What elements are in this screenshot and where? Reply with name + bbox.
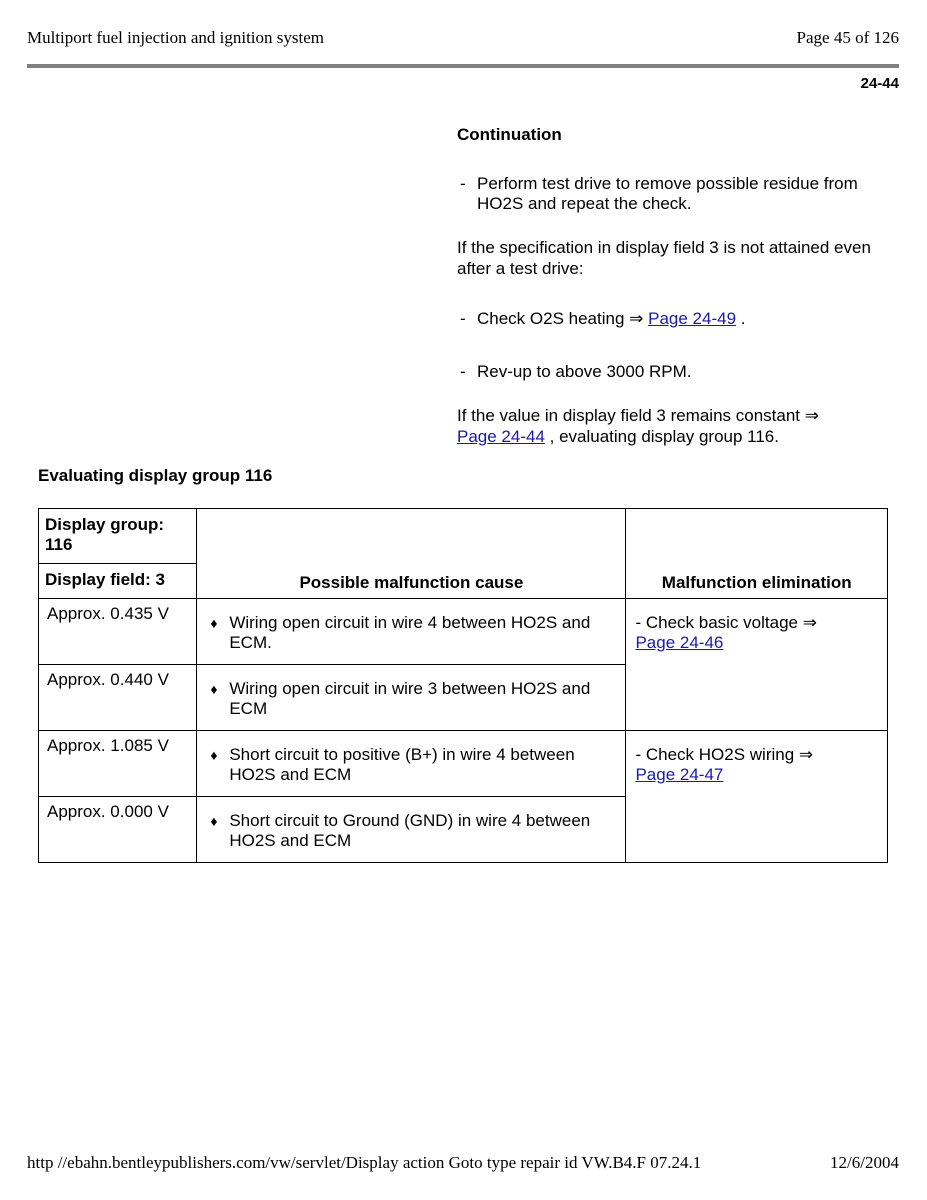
diamond-bullet-icon: ♦ [210,747,218,763]
diamond-bullet-icon: ♦ [210,813,218,829]
elimination-cell [626,599,888,731]
step-check-heating [460,309,880,329]
constant-value-suffix: , evaluating display group 116. [549,427,779,446]
link-page-24-47[interactable]: Page 24-47 [635,765,724,784]
value-cell: Approx. 1.085 V [39,731,197,797]
table-row [39,731,888,797]
section-page-number: 24-44 [860,75,899,92]
constant-value-paragraph [457,405,877,447]
elimination-cell [626,731,888,863]
evaluation-table [38,508,888,863]
footer-url: http //ebahn.bentleypublishers.com/vw/servlet/Display action Goto type repair id VW.B4.F 07.24.1 [27,1153,702,1172]
step-check-heating-label: Check O2S heating ⇒ [477,309,644,328]
dash-marker: - [460,362,466,381]
value-cell: Approx. 0.440 V [39,665,197,731]
continuation-heading: Continuation [457,125,562,144]
elimination-text: - Check HO2S wiring ⇒ [635,745,814,764]
step-check-heating-suffix: . [740,309,746,328]
header-malfunction-elimination: Malfunction elimination [626,509,888,599]
spec-paragraph: If the specification in display field 3 is not attained even after a test drive: [457,238,871,278]
step-check-heating-text [477,309,880,329]
table-row [39,599,888,665]
footer-date: 12/6/2004 [830,1153,899,1172]
step-test-drive-text: Perform test drive to remove possible residue from HO2S and repeat the check. [477,174,858,213]
cause-cell [197,731,626,797]
value-cell: Approx. 0.435 V [39,599,197,665]
header-display-group: Display group: 116 [39,509,197,564]
link-page-24-46[interactable]: Page 24-46 [635,633,724,652]
page-indicator: Page 45 of 126 [796,28,899,47]
dash-marker: - [460,309,466,328]
cause-text: Short circuit to Ground (GND) in wire 4 between HO2S and ECM [229,811,591,850]
cause-cell [197,599,626,665]
section-title: Evaluating display group 116 [38,466,273,485]
cause-cell [197,797,626,863]
document-title: Multiport fuel injection and ignition system [27,28,324,47]
link-page-24-49[interactable]: Page 24-49 [648,309,737,328]
header-display-field: Display field: 3 [39,564,197,599]
value-cell: Approx. 0.000 V [39,797,197,863]
step-test-drive [460,174,880,214]
dash-marker: - [460,174,466,193]
diamond-bullet-icon: ♦ [210,615,218,631]
elimination-text: - Check basic voltage ⇒ [635,613,817,632]
constant-value-text: If the value in display field 3 remains constant ⇒ [457,406,819,425]
step-rev-up-text: Rev-up to above 3000 RPM. [477,362,692,381]
header-divider [27,64,899,68]
cause-text: Short circuit to positive (B+) in wire 4 between HO2S and ECM [229,745,575,784]
header-possible-cause: Possible malfunction cause [197,509,626,599]
link-page-24-44[interactable]: Page 24-44 [457,427,545,446]
cause-cell [197,665,626,731]
cause-text: Wiring open circuit in wire 3 between HO2S and ECM [229,679,591,718]
cause-text: Wiring open circuit in wire 4 between HO2S and ECM. [229,613,591,652]
diamond-bullet-icon: ♦ [210,681,218,697]
step-rev-up [460,362,880,382]
